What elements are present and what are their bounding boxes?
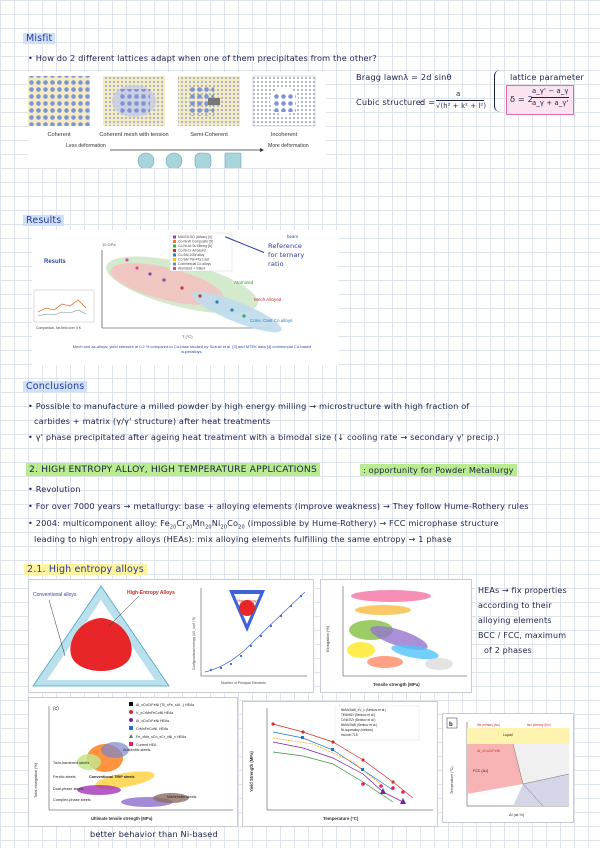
section-2-heading: 2. HIGH ENTROPY ALLOY, HIGH TEMPERATURE APPLICATIONS [26,463,320,476]
hea-concept-diagram [29,580,313,692]
elongation-chart-figure [28,697,238,827]
legend-4: Co-9Al-10W alloy [178,253,205,257]
delta-den: a_γ + a_γ' [532,99,569,107]
region-martensitic: Martensitic steels [167,795,197,799]
legend-c-4: Fe_xMn_xCo_xCr_xNi_x HEAs [136,735,187,739]
bragg-label: Bragg law: [356,72,401,82]
legend-7: Atomized + milled [178,266,205,271]
hea-note-4: BCC / FCC, maximum [478,631,567,640]
lattice-figure [28,72,326,168]
conclusion-line-2: carbides + matrix (γ/γ' structure) after heat treatments [34,416,271,426]
results-xlabel: T (°C) [182,334,193,339]
num-elements-axis-label: Number of Principal Elements [221,681,266,685]
section-title-misfit: Misfit [23,33,55,44]
region-trip: Conventional TRIP steels [89,775,135,779]
yield-axis-label: Yield Strength (MPa) [249,751,254,792]
yield-strength-figure [242,701,438,827]
lattice-parameter-note: lattice parameter [510,72,584,82]
legend-y-2: CrNbTiZr (Senkov et al.) [341,718,376,722]
region-conv-label: Conv. Cast Co alloys [250,318,293,323]
b-liquid-label: Liquid [503,733,513,737]
b-ylabel: Temperature (°C) [450,766,454,794]
delta-num: a_γ' − a_γ [532,87,569,95]
cubic-lhs: d = [420,97,436,107]
legend-y-4: Ni-superalloy (various) [341,728,373,732]
legend-2: Co-Ni-Al-Ta Stirring [6] [178,244,212,248]
panel-c-label: (c) [53,706,59,712]
legend-6: Commercial Co alloys [178,262,211,266]
temp-axis-label: Temperature (°C) [323,816,359,821]
region-atomized-label: Atomized [234,280,254,285]
conv-alloys-label: Conventional alloys [33,592,77,598]
results-callout: Reference for ternary ratio [268,242,305,268]
footer-note: better behavior than Ni-based [90,829,218,839]
bragg-equation: nλ = 2d sinθ [398,72,452,82]
legend-c [129,702,194,747]
label-coherent: Coherent [47,132,71,138]
cubic-den: √(h² + k² + l²) [436,102,487,110]
strength-map-figure [320,579,472,693]
section-2-heading-tail: : opportunity for Powder Metallurgy [360,464,517,476]
region-complex: Complex-phase steels [53,798,91,802]
phase-diagram-figure [442,713,574,823]
section-title-conclusions: Conclusions [23,381,87,392]
b-al-label: Al_xCoCrFeNi [477,749,500,753]
section-title-hea: 2.1. High entropy alloys [24,564,147,575]
conclusion-line-3: • γ' phase precipitated after ageing heat treatment with a bimodal size (↓ cooling rate → secondary γ' precip.) [28,432,500,442]
b-top-2: two primary (fcc) [527,723,551,727]
config-axis-label: Configurational entropy (ΔS_conf / R) [192,617,196,670]
strength-map [321,580,471,692]
legend-c-1: V_xCrMnFeCoNi HEAs [136,711,174,715]
legend-c-0: Al_xCoCrFeNi (Tii_xFe_xAl...) HEAs [136,703,195,707]
gpa-unit: 10 GPa [102,242,116,247]
legend-c-2: Al_xCoCrFeNi HEAs [136,719,170,723]
legend-y-0: NbMoTaW_xV_x (Senkov et al.) [341,708,387,712]
label-incoherent: Incoherent [270,132,298,138]
region-dual: Dual-phase steels [53,787,84,791]
section-2-bullet-2: • For over 7000 years → metallurgy: base + alloying elements (improve weakness) → They follow Hume-Rothery rules [28,501,529,511]
brace [494,70,505,112]
legend-1: Co-Ni-W Composite [5] [178,239,213,244]
c-xaxis-label: Ultimate tensile strength (MPa) [91,816,153,821]
b-fcc-label: FCC (A1) [473,769,489,773]
region-mech-label: Mech Alloyed [254,297,282,302]
misfit-question: • How do 2 different lattices adapt when one of them precipitates from the other? [28,53,377,63]
lattice-diagram [28,72,326,168]
yield-strength-chart [243,702,437,826]
less-deformation-label: Less deformation [66,143,106,149]
hea-note-3: alloying elements [478,616,552,625]
label-semi-coherent: Semi-Coherent [190,132,228,138]
results-fig-title: Results [44,259,66,265]
b-top-1: the primary (fcc) [477,723,501,727]
phase-diagram [443,714,573,822]
inner-hea-label: High-entropy [237,599,257,603]
panel-b-label: b [449,722,453,728]
results-legend [170,233,232,271]
hea-concept-figure [28,579,314,693]
results-tag: beam [287,234,298,239]
results-caption: Mech and as-alloys; yield stresses at 0.2 % compared to Co-base studied by Suzuki et al. [3] and MTEK data [4] commercial Co-based superalloys. [72,344,312,354]
section-title-results: Results [23,215,64,226]
cubic-label: Cubic structure: [356,97,424,107]
legend-c-3: CrMnFeCoNi, HEAs [136,727,169,731]
section-2-bullet-4: leading to high entropy alloys (HEAs): mix alloying elements fulfilling the same entropy → 1 phase [34,534,452,544]
legend-y-5: Inconel 718 [341,733,358,737]
legend-y-3: NbMoTaW (Senkov et al.) [341,723,378,727]
section-2-bullet-1: • Revolution [28,484,81,494]
label-coherent-tension: Coherent mesh with tension [99,132,169,138]
cubic-num: a [456,90,461,98]
hea-note-5: of 2 phases [484,646,532,655]
legend-y-1: TiNbHfZr (Senkov et al.) [341,713,376,717]
hea-label: High-Entropy Alloys [127,590,175,596]
elongation-chart [29,698,237,826]
c-yaxis-label: Total elongation (%) [33,762,38,798]
inset-caption: Comparison, far-field over 0 K [36,326,82,330]
legend-c-5: Current HEA [136,743,157,747]
legend-0: MA/GS-SD (Allvac) [4] [178,235,212,239]
region-twin: Twin-hardened steels [53,761,90,765]
tensile-axis-label: Tensile strength (MPa) [373,682,420,687]
elongation-axis-label: Elongation (%) [325,625,330,652]
section-2-bullet-3: • 2004: multicomponent alloy: $Fe_{20}Cr_{20}Mn_{20}Ni_{20}Co_{20}$ (impossible by Hume-Rothery) → FCC microphase structure [28,518,499,531]
more-deformation-label: More deformation [268,143,309,149]
hea-note-2: according to their [478,601,552,610]
b-xlabel: Al (at.%) [509,812,525,817]
region-austenitic: Austenitic steels [123,748,151,752]
region-ferritic: Ferritic steels [53,775,76,779]
legend-yield [335,706,419,740]
legend-5: Co-9Al-7W-4Ta Cast [178,257,210,262]
legend-3: Co-Ni-Cr-Al based [178,248,206,253]
delta-lhs: δ = 2 [510,94,534,104]
conclusion-line-1: • Possible to manufacture a milled powder by high energy milling → microstructure with high fraction of [28,401,470,411]
hea-note-1: HEAs → fix properties [478,586,567,595]
